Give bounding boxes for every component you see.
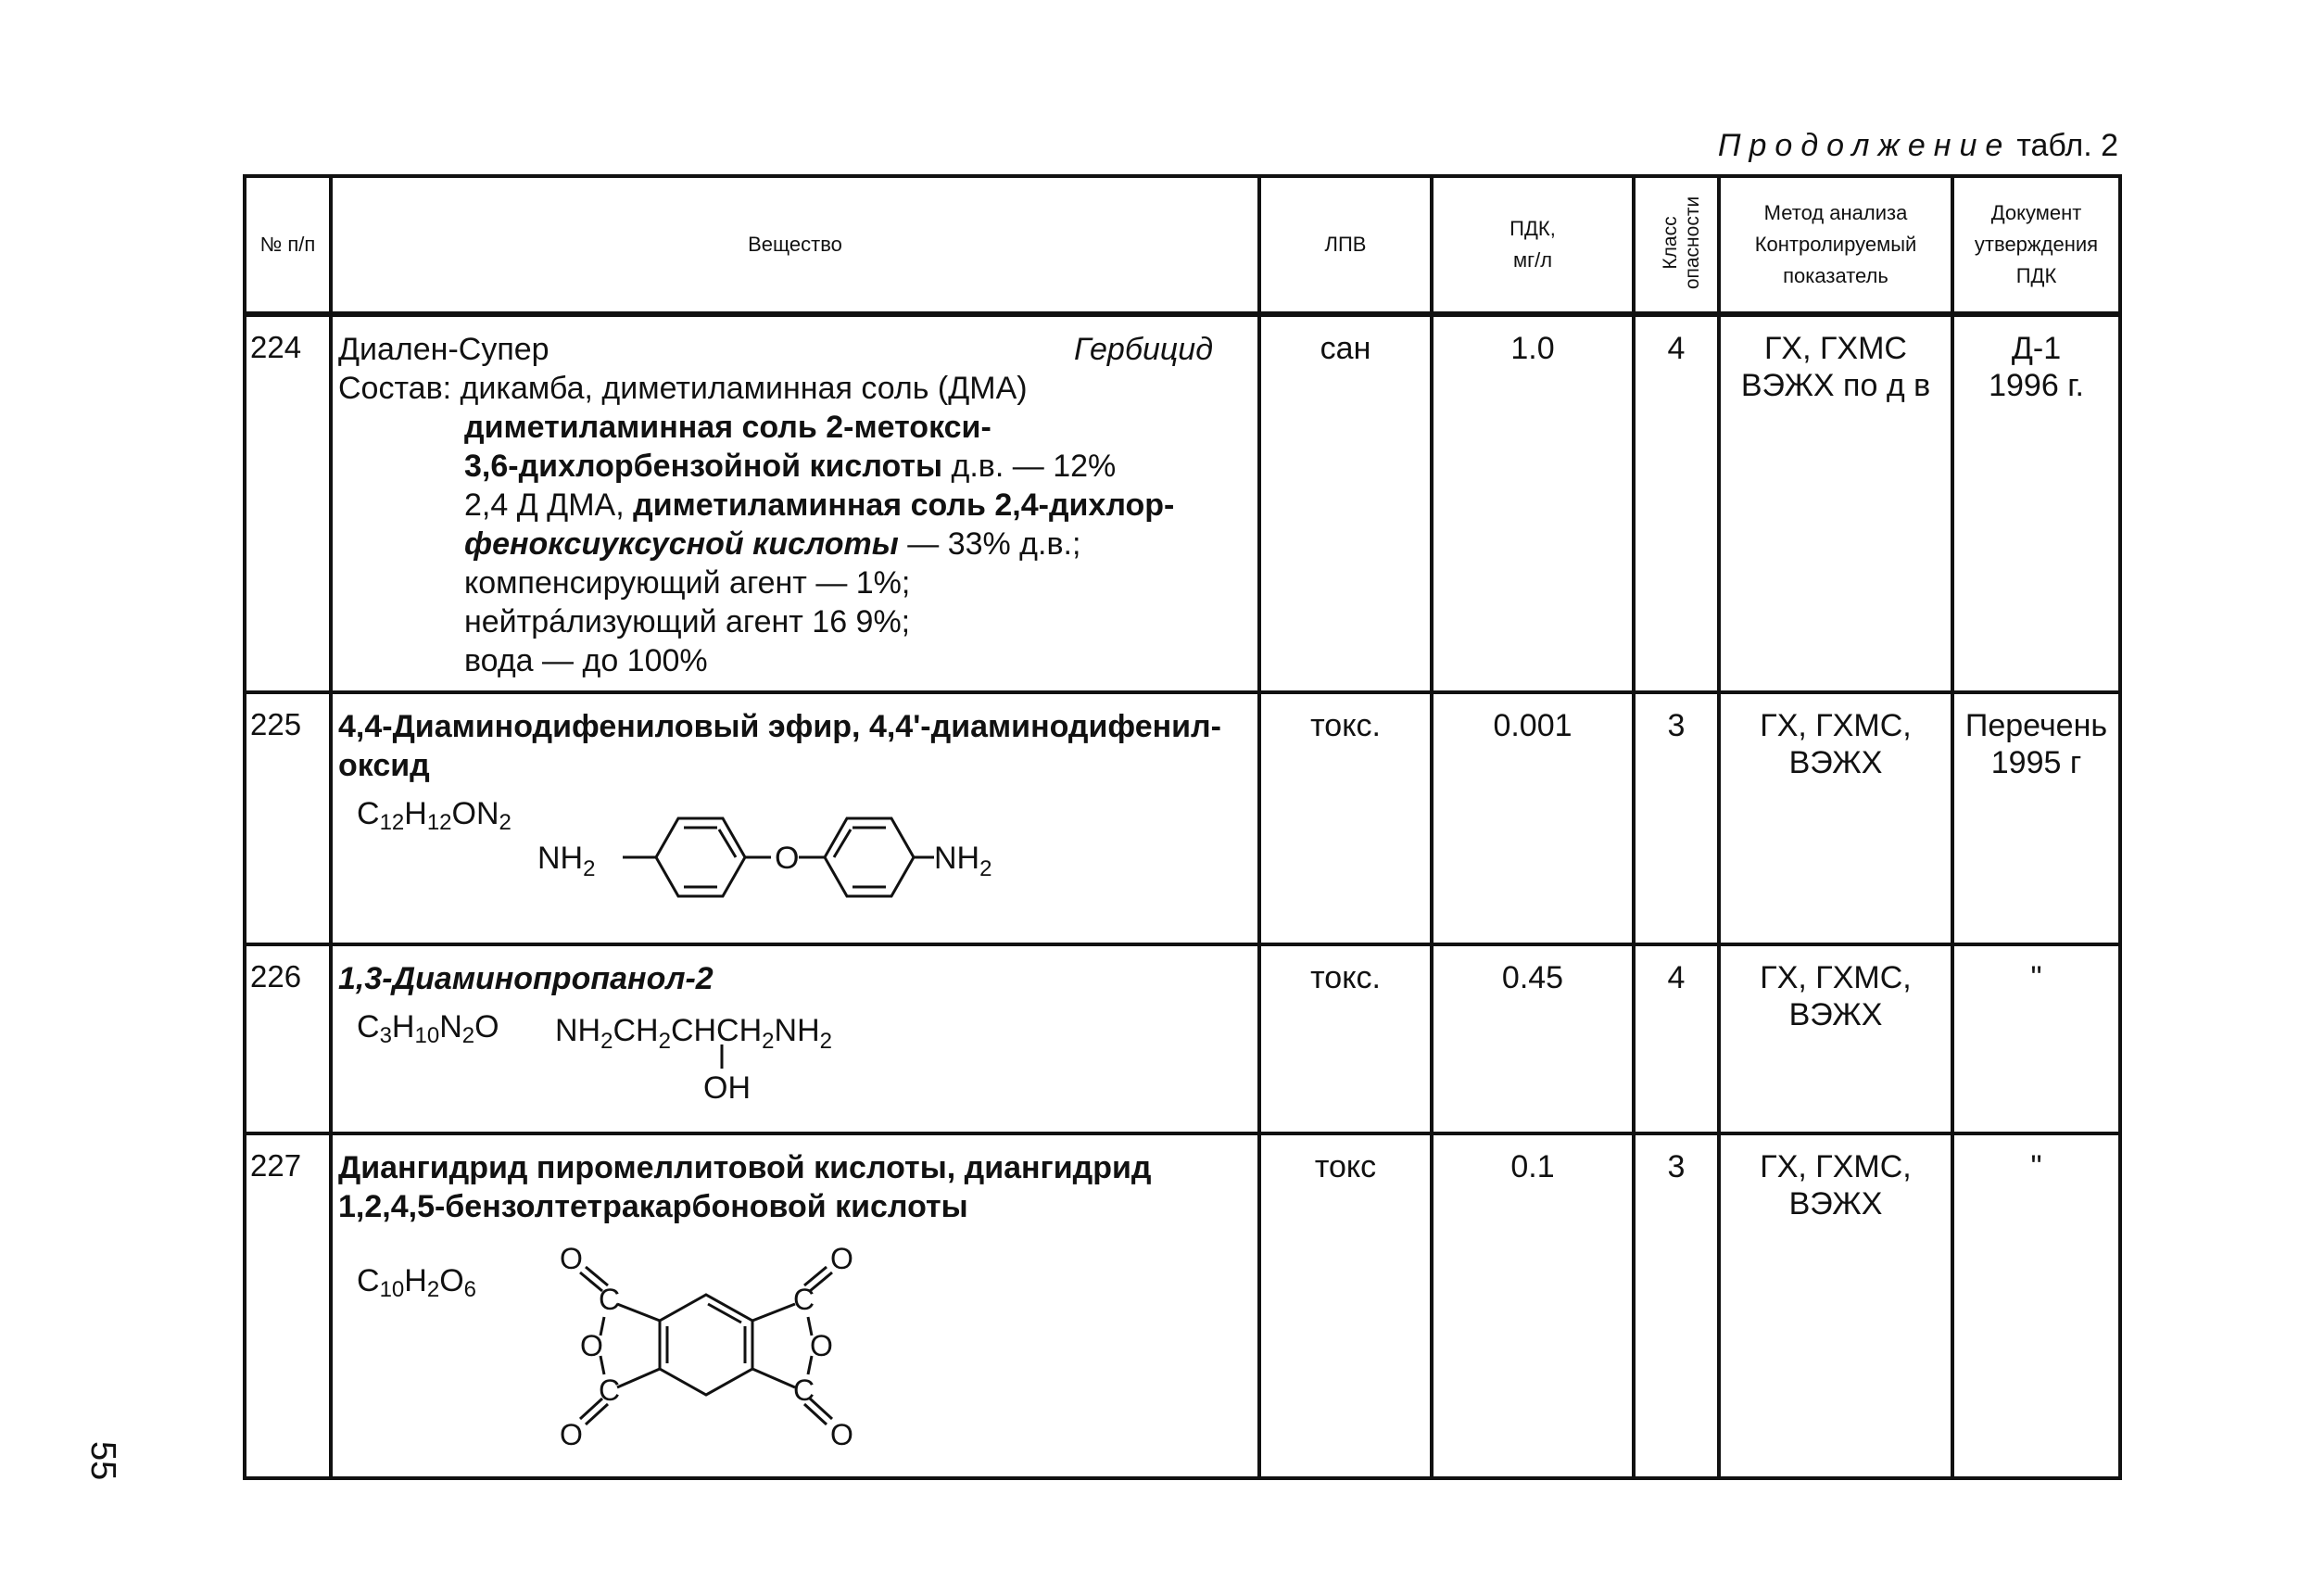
composition-line: 2,4 Д ДМА, диметиламинная соль 2,4-дихлор-: [464, 487, 1175, 523]
substance-kind: Гербицид: [1074, 332, 1213, 367]
lpv-cell: токс.: [1259, 692, 1432, 944]
table-continuation-caption: [1718, 128, 2118, 164]
carbonyl-carbon: C: [793, 1283, 815, 1316]
hazard-class-cell: 3: [1634, 692, 1719, 944]
carbonyl-oxygen: O: [560, 1242, 583, 1275]
pdk-cell: 0.45: [1432, 944, 1634, 1133]
substance-cell: [331, 944, 1259, 1133]
ether-oxygen: O: [774, 841, 800, 876]
substance-name: Диален-Супер: [338, 332, 549, 367]
substances-table: [243, 174, 2122, 1480]
page-number: 55: [83, 1441, 122, 1481]
row-number: 225: [245, 692, 331, 944]
composition-line: компенсирующий агент — 1%;: [464, 565, 911, 601]
molecular-formula: $C_3H_{10}N_2O$: [357, 1009, 499, 1048]
hazard-class-cell: 3: [1634, 1133, 1719, 1478]
lpv-cell: токс.: [1259, 944, 1432, 1133]
amino-group-left: $NH_2$: [537, 841, 596, 881]
substance-cell: [331, 692, 1259, 944]
substance-name: 1,3-Диаминопропанол-2: [338, 961, 714, 996]
composition-line: феноксиуксусной кислоты — 33% д.в.;: [464, 526, 1081, 562]
continuation-word: Продолжение: [1717, 128, 2012, 163]
substance-name: 4,4-Диаминодифениловый эфир, 4,4'-диаминодифенил-: [338, 709, 1221, 744]
header-num: № п/п: [245, 176, 331, 314]
document-cell: Д-1 1996 г.: [1952, 314, 2120, 692]
table-header-row: [245, 176, 2120, 314]
method-cell: ГХ, ГХМС, ВЭЖХ: [1719, 944, 1952, 1133]
molecular-formula: $C_{12}H_{12}ON_2$: [357, 796, 512, 835]
hazard-class-cell: 4: [1634, 314, 1719, 692]
amino-group-right: $NH_2$: [933, 841, 992, 881]
composition-line: нейтрáлизующий агент 16 9%;: [464, 604, 911, 639]
carbonyl-carbon: C: [793, 1373, 815, 1407]
document-cell: ": [1952, 1133, 2120, 1478]
document-cell: Перечень 1995 г: [1952, 692, 2120, 944]
header-hazard-class: Класс опасности: [1634, 176, 1719, 314]
continuation-table-ref: табл. 2: [2016, 128, 2118, 163]
method-cell: ГХ, ГХМС, ВЭЖХ: [1719, 692, 1952, 944]
pdk-cell: 1.0: [1432, 314, 1634, 692]
structural-formula-diaminopropanol: [555, 1004, 907, 1106]
carbonyl-carbon: C: [599, 1283, 621, 1316]
substance-name: Диангидрид пиромеллитовой кислоты, диангидрид: [338, 1150, 1152, 1185]
header-document: Документ утверждения ПДК: [1952, 176, 2120, 314]
hazard-class-cell: 4: [1634, 944, 1719, 1133]
row-number: 226: [245, 944, 331, 1133]
pdk-cell: 0.1: [1432, 1133, 1634, 1478]
header-lpv: ЛПВ: [1259, 176, 1432, 314]
composition-line: 3,6-дихлорбензойной кислоты д.в. — 12%: [464, 449, 1117, 484]
table-row: [245, 1133, 2120, 1478]
table-row: [245, 314, 2120, 692]
structural-formula-pyromellitic-dianhydride: [513, 1239, 884, 1452]
row-number: 227: [245, 1133, 331, 1478]
carbonyl-oxygen: O: [560, 1418, 583, 1451]
table-row: [245, 944, 2120, 1133]
substance-cell: [331, 1133, 1259, 1478]
method-cell: ГХ, ГХМС ВЭЖХ по д в: [1719, 314, 1952, 692]
ring-oxygen: O: [810, 1329, 833, 1362]
carbonyl-oxygen: O: [830, 1242, 853, 1275]
lpv-cell: сан: [1259, 314, 1432, 692]
substance-name-cont: 1,2,4,5-бензолтетракарбоновой кислоты: [338, 1189, 968, 1224]
carbonyl-oxygen: O: [830, 1418, 853, 1451]
header-method: Метод анализа Контролируемый показатель: [1719, 176, 1952, 314]
pdk-cell: 0.001: [1432, 692, 1634, 944]
composition-label: Состав: дикамба, диметиламинная соль (ДМА): [338, 371, 1028, 406]
lpv-cell: токс: [1259, 1133, 1432, 1478]
document-cell: ": [1952, 944, 2120, 1133]
hydroxyl-group: OH: [702, 1070, 751, 1106]
molecular-formula: $C_{10}H_2O_6$: [357, 1263, 476, 1302]
carbonyl-carbon: C: [599, 1373, 621, 1407]
condensed-structure: $NH_2CH_2CHCH_2NH_2$: [554, 1013, 832, 1054]
row-number: 224: [245, 314, 331, 692]
header-pdk: ПДК, мг/л: [1432, 176, 1634, 314]
ring-oxygen: O: [580, 1329, 603, 1362]
structural-formula-diaminodiphenyl-ether: [530, 796, 1049, 926]
composition-line: диметиламинная соль 2-метокси-: [464, 410, 991, 445]
substance-cell: [331, 314, 1259, 692]
header-substance: Вещество: [331, 176, 1259, 314]
composition-line: вода — до 100%: [464, 643, 708, 678]
table-row: [245, 692, 2120, 944]
substance-name-cont: оксид: [338, 748, 430, 783]
method-cell: ГХ, ГХМС, ВЭЖХ: [1719, 1133, 1952, 1478]
